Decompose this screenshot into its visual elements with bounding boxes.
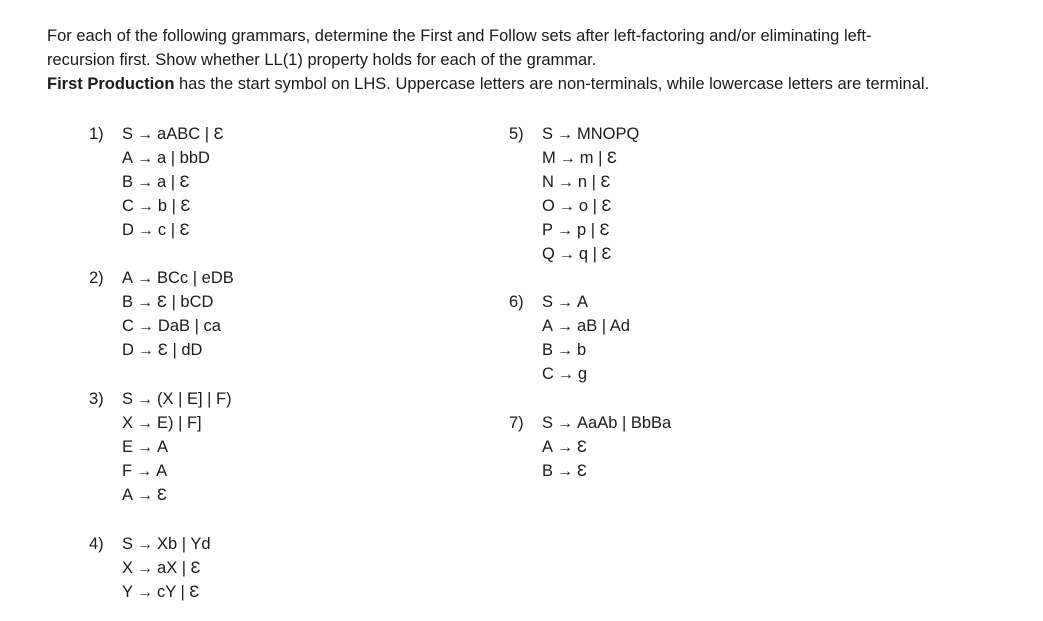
rule-rhs: q | Ɛ [578, 245, 612, 263]
rule-lhs: O [542, 197, 555, 215]
rule-lhs: X [122, 414, 134, 432]
rule-lhs: E [122, 438, 134, 456]
rule-rhs: Xb | Yd [157, 535, 211, 553]
arrow-icon: → [557, 366, 574, 383]
arrow-icon: → [137, 415, 154, 432]
rule-rhs: aABC | Ɛ [157, 125, 224, 143]
rule-lhs: C [542, 365, 554, 383]
arrow-icon: → [557, 463, 574, 480]
arrow-icon: → [137, 536, 154, 553]
rule-lhs: B [122, 173, 134, 191]
instructions-line-2: recursion first. Show whether LL(1) property holds for each of the grammar. [47, 51, 597, 69]
arrow-icon: → [137, 222, 154, 239]
production-rule [122, 556, 201, 581]
production-rule [542, 362, 587, 387]
rule-rhs: Ɛ [157, 486, 167, 504]
grammar-number: 1) [89, 125, 104, 143]
rule-rhs: Ɛ [577, 438, 587, 456]
grammar-number: 7) [509, 414, 524, 432]
production-rule [122, 459, 167, 484]
arrow-icon: → [559, 150, 576, 167]
rule-lhs: C [122, 197, 134, 215]
rule-lhs: C [122, 317, 134, 335]
rule-rhs: AaAb | BbBa [577, 414, 672, 432]
production-rule [122, 435, 168, 460]
rule-rhs: A [577, 293, 589, 311]
production-rule [122, 532, 211, 557]
rule-rhs: a | Ɛ [157, 173, 190, 191]
rule-lhs: A [542, 317, 554, 335]
rule-rhs: aB | Ad [577, 317, 630, 335]
production-rule [122, 122, 224, 147]
rule-rhs: Ɛ [577, 462, 587, 480]
grammar-number: 5) [509, 125, 524, 143]
rule-lhs: Q [542, 245, 555, 263]
rule-rhs: aX | Ɛ [157, 559, 201, 577]
rule-lhs: A [122, 269, 134, 287]
production-rule [542, 242, 611, 267]
production-rule [122, 411, 202, 436]
rule-lhs: S [122, 535, 134, 553]
instructions-line-3-rest: has the start symbol on LHS. Uppercase letters are non-terminals, while lowercase letters are terminal. [174, 75, 930, 93]
production-rule [542, 290, 588, 315]
rule-rhs: (X | E] | F) [157, 390, 232, 408]
rule-rhs: b [577, 341, 587, 359]
arrow-icon: → [558, 198, 575, 215]
rule-rhs: o | Ɛ [578, 197, 612, 215]
rule-lhs: N [542, 173, 554, 191]
rule-rhs: c | Ɛ [157, 221, 190, 239]
production-rule [122, 290, 213, 315]
production-rule [542, 314, 630, 339]
production-rule [542, 435, 587, 460]
rule-rhs: Ɛ | bCD [157, 293, 214, 311]
arrow-icon: → [557, 294, 574, 311]
production-rule [122, 338, 202, 363]
production-rule [542, 338, 586, 363]
production-rule [122, 387, 232, 412]
grammar-number: 2) [89, 269, 104, 287]
production-rule [542, 146, 617, 171]
arrow-icon: → [136, 463, 153, 480]
rule-lhs: A [122, 149, 134, 167]
rule-lhs: A [122, 486, 134, 504]
production-rule [542, 459, 587, 484]
rule-lhs: D [122, 341, 134, 359]
rule-lhs: B [122, 293, 134, 311]
rule-lhs: F [122, 462, 133, 480]
rule-lhs: B [542, 341, 554, 359]
instructions-line-3 [47, 72, 1017, 96]
production-rule [542, 170, 611, 195]
production-rule [122, 146, 210, 171]
rule-lhs: S [542, 293, 554, 311]
rule-lhs: D [122, 221, 134, 239]
rule-lhs: M [542, 149, 556, 167]
arrow-icon: → [557, 222, 574, 239]
arrow-icon: → [137, 439, 154, 456]
grammar-number: 3) [89, 390, 104, 408]
rule-rhs: BCc | eDB [157, 269, 234, 287]
rule-lhs: S [542, 414, 554, 432]
production-rule [542, 218, 610, 243]
production-rule [122, 314, 221, 339]
instructions-line-1: For each of the following grammars, determine the First and Follow sets after left-factoring and/or eliminating left- [47, 27, 872, 45]
production-rule [542, 411, 671, 436]
rule-rhs: MNOPQ [577, 125, 640, 143]
rule-lhs: B [542, 462, 554, 480]
rule-lhs: A [542, 438, 554, 456]
arrow-icon: → [137, 560, 154, 577]
rule-lhs: S [122, 390, 134, 408]
arrow-icon: → [557, 342, 574, 359]
arrow-icon: → [137, 342, 154, 359]
first-production-label: First Production [47, 75, 175, 93]
rule-rhs: b | Ɛ [157, 197, 191, 215]
rule-rhs: DaB | ca [157, 317, 221, 335]
grammar-number: 4) [89, 535, 104, 553]
arrow-icon: → [557, 126, 574, 143]
rule-rhs: E) | F] [157, 414, 202, 432]
production-rule [122, 266, 234, 291]
arrow-icon: → [558, 246, 575, 263]
rule-lhs: Y [122, 583, 134, 601]
rule-rhs: m | Ɛ [579, 149, 617, 167]
rule-rhs: cY | Ɛ [157, 583, 200, 601]
arrow-icon: → [137, 174, 154, 191]
rule-rhs: A [157, 438, 169, 456]
arrow-icon: → [557, 318, 574, 335]
production-rule [122, 170, 190, 195]
production-rule [542, 122, 639, 147]
rule-lhs: P [542, 221, 554, 239]
arrow-icon: → [137, 391, 154, 408]
rule-rhs: g [577, 365, 588, 383]
production-rule [122, 483, 167, 508]
arrow-icon: → [137, 270, 154, 287]
production-rule [122, 580, 199, 605]
arrow-icon: → [137, 126, 154, 143]
production-rule [122, 218, 190, 243]
production-rule [542, 194, 611, 219]
rule-lhs: S [122, 125, 134, 143]
rule-rhs: Ɛ | dD [157, 341, 203, 359]
arrow-icon: → [557, 174, 574, 191]
rule-rhs: n | Ɛ [577, 173, 611, 191]
rule-lhs: X [122, 559, 134, 577]
arrow-icon: → [557, 439, 574, 456]
rule-rhs: A [156, 462, 168, 480]
arrow-icon: → [137, 294, 154, 311]
rule-lhs: S [542, 125, 554, 143]
rule-rhs: a | bbD [157, 149, 210, 167]
arrow-icon: → [137, 198, 154, 215]
arrow-icon: → [137, 487, 154, 504]
grammar-number: 6) [509, 293, 524, 311]
rule-rhs: p | Ɛ [577, 221, 610, 239]
arrow-icon: → [137, 150, 154, 167]
instructions [47, 24, 1017, 96]
arrow-icon: → [137, 584, 154, 601]
arrow-icon: → [137, 318, 154, 335]
production-rule [122, 194, 191, 219]
arrow-icon: → [557, 415, 574, 432]
